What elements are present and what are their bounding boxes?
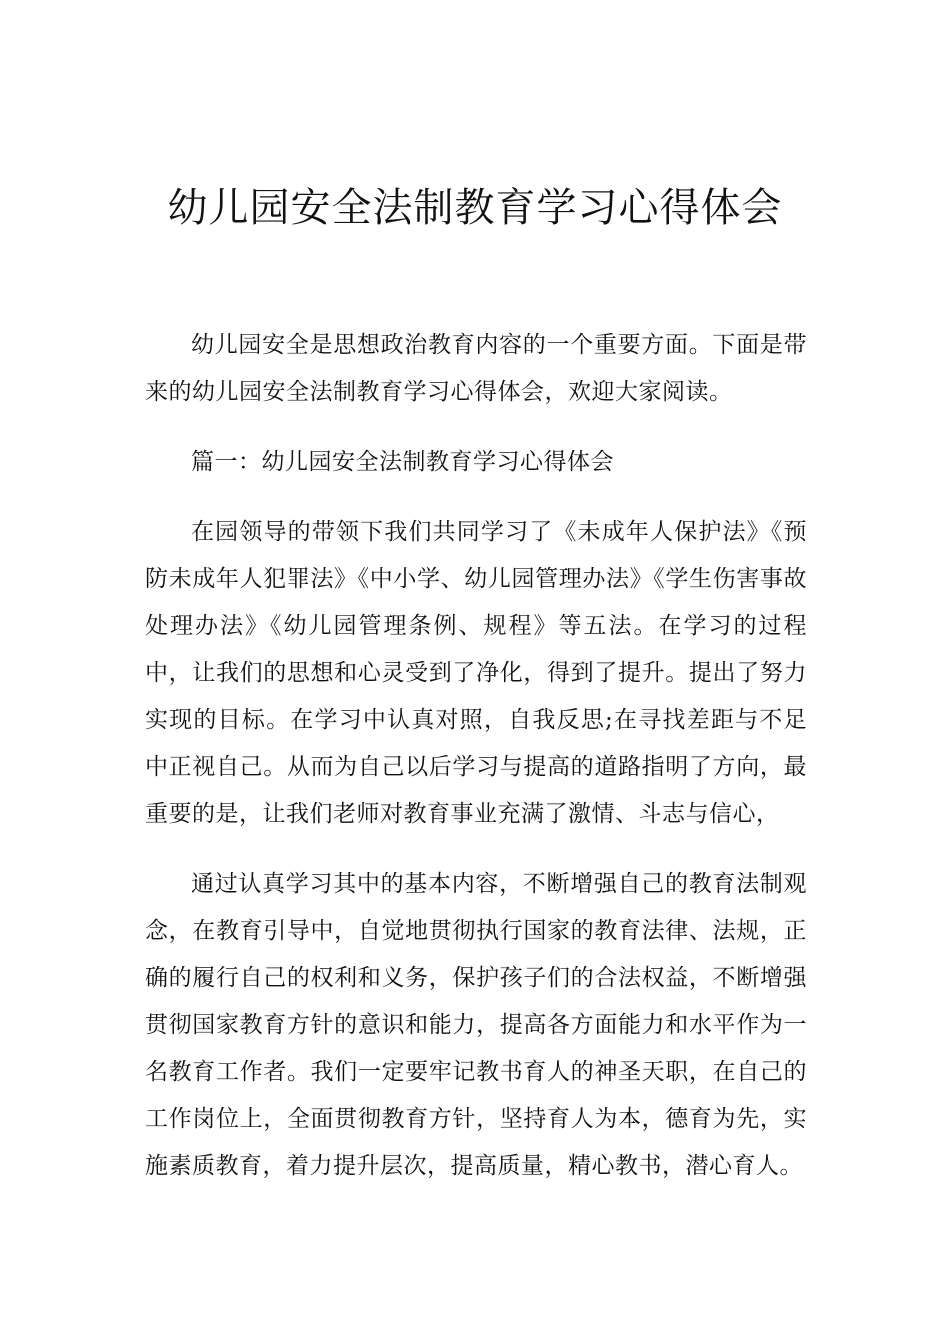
paragraph-study-content: 通过认真学习其中的基本内容，不断增强自己的教育法制观念，在教育引导中，自觉地贯彻执行国家的教育法律、法规，正确的履行自己的权利和义务，保护孩子们的合法权益，不断增强贯彻国家教育方针的意识和能力，提高各方面能力和水平作为一名教育工作者。我们一定要牢记教书育人的神圣天职，在自己的工作岗位上，全面贯彻教育方针，坚持育人为本，德育为先，实施素质教育，着力提升层次，提高质量，精心教书，潜心育人。	[145, 871, 807, 1179]
document-title: 幼儿园安全法制教育学习心得体会	[167, 185, 783, 231]
document-body	[145, 322, 807, 1213]
paragraph-section-heading: 篇一：幼儿园安全法制教育学习心得体会	[191, 449, 614, 475]
paragraph-study-laws: 在园领导的带领下我们共同学习了《未成年人保护法》《预防未成年人犯罪法》《中小学、幼儿园管理办法》《学生伤害事故处理办法》《幼儿园管理条例、规程》等五法。在学习的过程中，让我们的思想和心灵受到了净化，得到了提升。提出了努力实现的目标。在学习中认真对照，自我反思;在寻找差距与不足中正视自己。从而为自己以后学习与提高的道路指明了方向，最重要的是，让我们老师对教育事业充满了激情、斗志与信心，	[145, 519, 807, 827]
paragraph-intro: 幼儿园安全是思想政治教育内容的一个重要方面。下面是带来的幼儿园安全法制教育学习心得体会，欢迎大家阅读。	[145, 332, 807, 405]
